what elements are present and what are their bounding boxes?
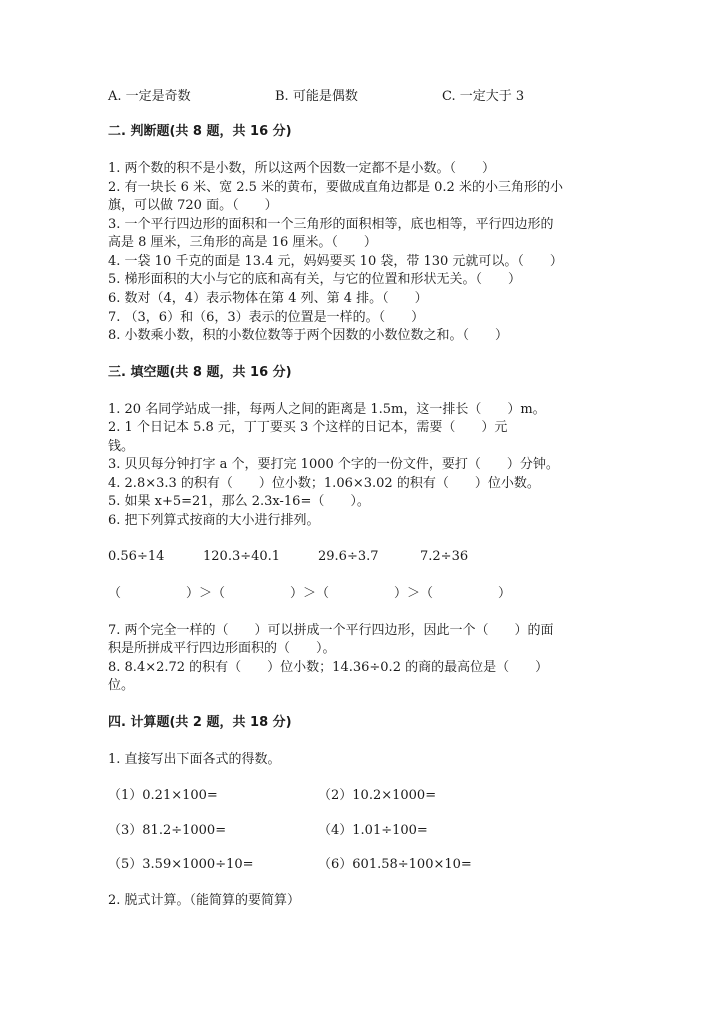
fill-line: 积是所拼成平行四边形面积的（ ）。 (108, 641, 336, 656)
calc-item: （5）3.59×1000÷10= (108, 857, 254, 872)
judge-line: 7. （3，6）和（6，3）表示的位置是一样的。（ ） (108, 310, 425, 325)
option-b: B. 可能是偶数 (275, 89, 358, 104)
judge-line: 旗，可以做 720 面。（ ） (108, 198, 278, 213)
fill-line: 6. 把下列算式按商的大小进行排列。 (108, 513, 320, 528)
calc-question-2: 2. 脱式计算。（能简算的要简算） (108, 893, 301, 908)
fill-line: 2. 1 个日记本 5.8 元，丁丁要买 3 个这样的日记本，需要（ ）元 (108, 420, 508, 435)
fill-line: 3. 贝贝每分钟打字 a 个，要打完 1000 个字的一份文件，要打（ ）分钟。 (108, 457, 559, 472)
division-expression: 7.2÷36 (420, 549, 469, 564)
fill-line: 5. 如果 x+5=21，那么 2.3x-16=（ ）。 (108, 494, 370, 509)
judge-line: 6. 数对（4，4）表示物体在第 4 列、第 4 排。（ ） (108, 291, 428, 306)
judge-line: 高是 8 厘米，三角形的高是 16 厘米。（ ） (108, 235, 377, 250)
judge-line: 3. 一个平行四边形的面积和一个三角形的面积相等，底也相等，平行四边形的 (108, 217, 554, 232)
fill-line: 4. 2.8×3.3 的积有（ ）位小数；1.06×3.02 的积有（ ）位小数。 (108, 476, 540, 491)
calc-item: （3）81.2÷1000= (108, 823, 227, 838)
judge-line: 4. 一袋 10 千克的面是 13.4 元，妈妈要买 10 袋，带 130 元就可以。（ ） (108, 254, 563, 269)
order-answer-row: （ ）＞（ ）＞（ ）＞（ ） (108, 586, 512, 601)
fill-line: 1. 20 名同学站成一排，每两人之间的距离是 1.5m，这一排长（ ）m。 (108, 402, 546, 417)
calc-item: （6）601.58÷100×10= (318, 857, 472, 872)
calc-item: （1）0.21×100= (108, 788, 218, 803)
calc-question-1: 1. 直接写出下面各式的得数。 (108, 752, 281, 767)
fill-line: 钱。 (108, 439, 135, 454)
section-4-heading: 四. 计算题(共 2 题，共 18 分) (108, 715, 292, 730)
calc-item: （4）1.01÷100= (318, 823, 428, 838)
judge-line: 8. 小数乘小数，积的小数位数等于两个因数的小数位数之和。（ ） (108, 328, 509, 343)
division-expression: 120.3÷40.1 (203, 549, 281, 564)
fill-line: 7. 两个完全一样的（ ）可以拼成一个平行四边形，因此一个（ ）的面 (108, 623, 554, 638)
option-c: C. 一定大于 3 (442, 89, 525, 104)
section-2-heading: 二. 判断题(共 8 题，共 16 分) (108, 124, 292, 139)
division-expression: 0.56÷14 (108, 549, 165, 564)
judge-line: 5. 梯形面积的大小与它的底和高有关，与它的位置和形状无关。（ ） (108, 272, 522, 287)
section-3-heading: 三. 填空题(共 8 题，共 16 分) (108, 365, 292, 380)
calc-item: （2）10.2×1000= (318, 788, 437, 803)
option-a: A. 一定是奇数 (108, 89, 191, 104)
judge-line: 1. 两个数的积不是小数，所以这两个因数一定都不是小数。（ ） (108, 161, 496, 176)
judge-line: 2. 有一块长 6 米、宽 2.5 米的黄布，要做成直角边都是 0.2 米的小三角形的小 (108, 180, 563, 195)
division-expression: 29.6÷3.7 (318, 549, 379, 564)
fill-line: 8. 8.4×2.72 的积有（ ）位小数；14.36÷0.2 的商的最高位是（ ） (108, 660, 549, 675)
fill-line: 位。 (108, 678, 135, 693)
